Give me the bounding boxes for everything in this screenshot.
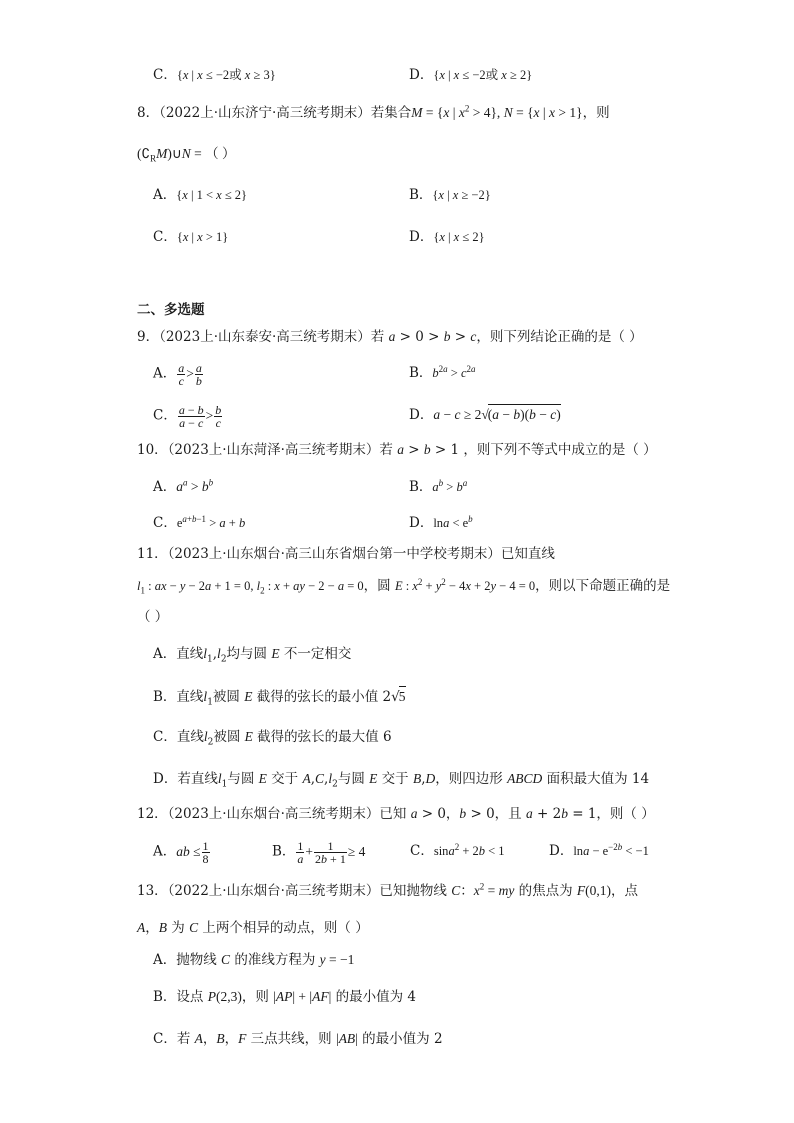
q11-option-c (153, 728, 392, 746)
option-letter: B． (409, 187, 433, 203)
q13-line2: A，B 为 C 上两个相异的动点，则（ ） (137, 920, 369, 936)
option-content: $e^{a+b-1} > a + b$ (176, 513, 246, 530)
q7-option-c (153, 66, 276, 84)
q11-option-b (153, 686, 406, 706)
q12-option-c (410, 842, 505, 860)
option-content: 若 A，B，F 三点共线，则 |AB| 的最小值为 2 (176, 1031, 443, 1047)
q8-option-b (409, 186, 491, 204)
q10-option-d (409, 514, 473, 532)
q10-stem (137, 441, 657, 459)
q11-option-a (153, 645, 351, 663)
question-number: 13． (137, 883, 168, 899)
question-source: （2022上·山东济宁·高三统考期末） (159, 105, 371, 121)
option-letter: D． (549, 843, 574, 859)
option-content: $b^{2a} > c^{2a}$ (432, 363, 476, 380)
q8-option-d (409, 228, 485, 246)
q13-option-a (153, 951, 354, 969)
option-content: sina$^2$ + 2b < 1 (433, 841, 505, 858)
option-content: 直线$l_1,l_2$均与圆 E 不一定相交 (176, 646, 352, 665)
option-content: $a^a > b^b$ (176, 477, 214, 494)
q13-stem (137, 882, 638, 900)
option-letter: C． (153, 229, 177, 245)
option-letter: C． (410, 843, 434, 859)
question-number: 8． (137, 105, 160, 121)
option-content: {x | x ≤ −2或 x ≥ 2} (433, 68, 533, 82)
q11-lines-circle: $l_1$ : ax − y − 2a + 1 = 0, $l_2$ : x + ay − 2 − a = 0，圆 E : $x^2 + y^2 - 4x + 2y - 4 = 0$，则以下命题正确的是 (137, 576, 671, 596)
option-letter: C． (153, 407, 177, 424)
option-content: 抛物线 C 的准线方程为 y = −1 (176, 952, 355, 968)
option-content: 若直线$l_1$与圆 E 交于 $A,C,l_2$与圆 E 交于 B,D，则四边形 ABCD 面积最大值为 14 (177, 771, 650, 790)
option-content: {x | x ≤ −2或 x ≥ 3} (176, 68, 276, 82)
option-content: {x | x ≤ 2} (433, 230, 485, 244)
option-letter: B． (153, 689, 177, 705)
option-content: a − c ≥ 2√(a − b)(b − c) (433, 407, 560, 422)
option-letter: A． (153, 479, 177, 495)
q12-stem (137, 805, 655, 823)
q9-stem (137, 328, 643, 346)
option-letter: C． (153, 67, 177, 83)
question-source: （2023上·山东菏泽·高三统考期末） (167, 442, 380, 458)
q11-stem (137, 545, 555, 563)
question-source: （2023上·山东烟台·高三统考期末） (167, 806, 380, 822)
option-letter: B． (409, 365, 433, 381)
question-text: 已知 a > 0，b > 0，且 a + 2b = 1，则（ ） (379, 806, 655, 822)
option-content: {x | 1 < x ≤ 2} (176, 188, 248, 202)
question-text: 若 a > 0 > b > c，则下列结论正确的是（ ） (370, 329, 643, 345)
option-content: {x | x > 1} (176, 230, 229, 244)
option-letter: C． (153, 729, 177, 745)
q8-stem (137, 104, 610, 122)
question-number: 12． (137, 806, 168, 822)
q13-option-c (153, 1030, 443, 1048)
set-definition: M = {x | $x^2 > 4$}, N = {x | x > 1} (411, 103, 583, 120)
q12-option-d (549, 842, 649, 860)
q13-option-b (153, 988, 416, 1006)
option-letter: A． (153, 187, 177, 203)
q8-expression: $(∁_RM)\cup N$ = （ ） (137, 146, 236, 164)
option-letter: D． (153, 771, 178, 787)
q8-option-c (153, 228, 228, 246)
option-content: $\frac{a}{c}$ > $\frac{a}{b}$ (178, 361, 202, 388)
option-letter: B． (272, 843, 296, 860)
q12-option-b (272, 840, 365, 865)
question-text: 已知抛物线 C：$x^2$ = my 的焦点为 F(0,1)，点 (379, 881, 639, 899)
question-number: 11． (137, 546, 168, 562)
question-text-suffix: ，则 (582, 105, 610, 121)
question-number: 9． (137, 329, 160, 345)
question-source: （2023上·山东泰安·高三统考期末） (159, 329, 371, 345)
option-content: $a^b > b^a$ (432, 477, 468, 494)
q9-option-a (153, 362, 204, 387)
q9-option-b (409, 364, 476, 382)
option-letter: A． (153, 952, 177, 968)
question-number: 10． (137, 442, 168, 458)
question-source: （2022上·山东烟台·高三统考期末） (167, 883, 380, 899)
option-letter: D． (409, 229, 434, 245)
option-content: $\frac{1}{a}$ + $\frac{1}{2b + 1}$ ≥ 4 (297, 839, 366, 866)
question-text: 若集合 (370, 105, 412, 121)
option-content: 直线$l_1$被圆 E 截得的弦长的最小值 2√5 (176, 689, 405, 705)
option-letter: D． (409, 67, 434, 83)
option-content: {x | x ≥ −2} (432, 188, 491, 202)
option-content: $\ln a < e^b$ (433, 513, 473, 530)
option-letter: D． (409, 515, 434, 531)
option-letter: D． (409, 407, 434, 423)
option-letter: A． (153, 646, 177, 662)
question-source: （2023上·山东烟台·高三山东省烟台第一中学校考期末） (167, 546, 501, 562)
question-text: 已知直线 (500, 546, 555, 562)
option-content: ab ≤ $\frac{1}{8}$ (176, 839, 209, 866)
q7-option-d (409, 66, 532, 84)
q11-option-d (153, 770, 649, 788)
option-letter: A． (153, 843, 177, 860)
option-letter: A． (153, 365, 177, 382)
q11-paren: （ ） (137, 609, 169, 625)
option-letter: C． (153, 1031, 177, 1047)
q10-option-c (153, 514, 245, 532)
section-heading: 二、多选题 (137, 302, 205, 318)
q9-option-d (409, 404, 561, 424)
option-letter: C． (153, 515, 177, 531)
question-text: 若 a > b > 1 ，则下列不等式中成立的是（ ） (379, 442, 657, 458)
option-content: 设点 P(2,3)，则 |AP| + |AF| 的最小值为 4 (176, 989, 416, 1005)
option-letter: B． (409, 479, 433, 495)
option-content: $\frac{a - b}{a - c}$ > $\frac{b}{c}$ (178, 403, 222, 430)
option-content: $\ln a - e^{-2b} < -1$ (573, 841, 649, 858)
option-letter: B． (153, 989, 177, 1005)
q10-option-a (153, 478, 213, 496)
q9-option-c (153, 404, 223, 429)
q12-option-a (153, 840, 211, 865)
q8-option-a (153, 186, 247, 204)
option-content: 直线$l_2$被圆 E 截得的弦长的最大值 6 (176, 729, 392, 748)
q10-option-b (409, 478, 467, 496)
